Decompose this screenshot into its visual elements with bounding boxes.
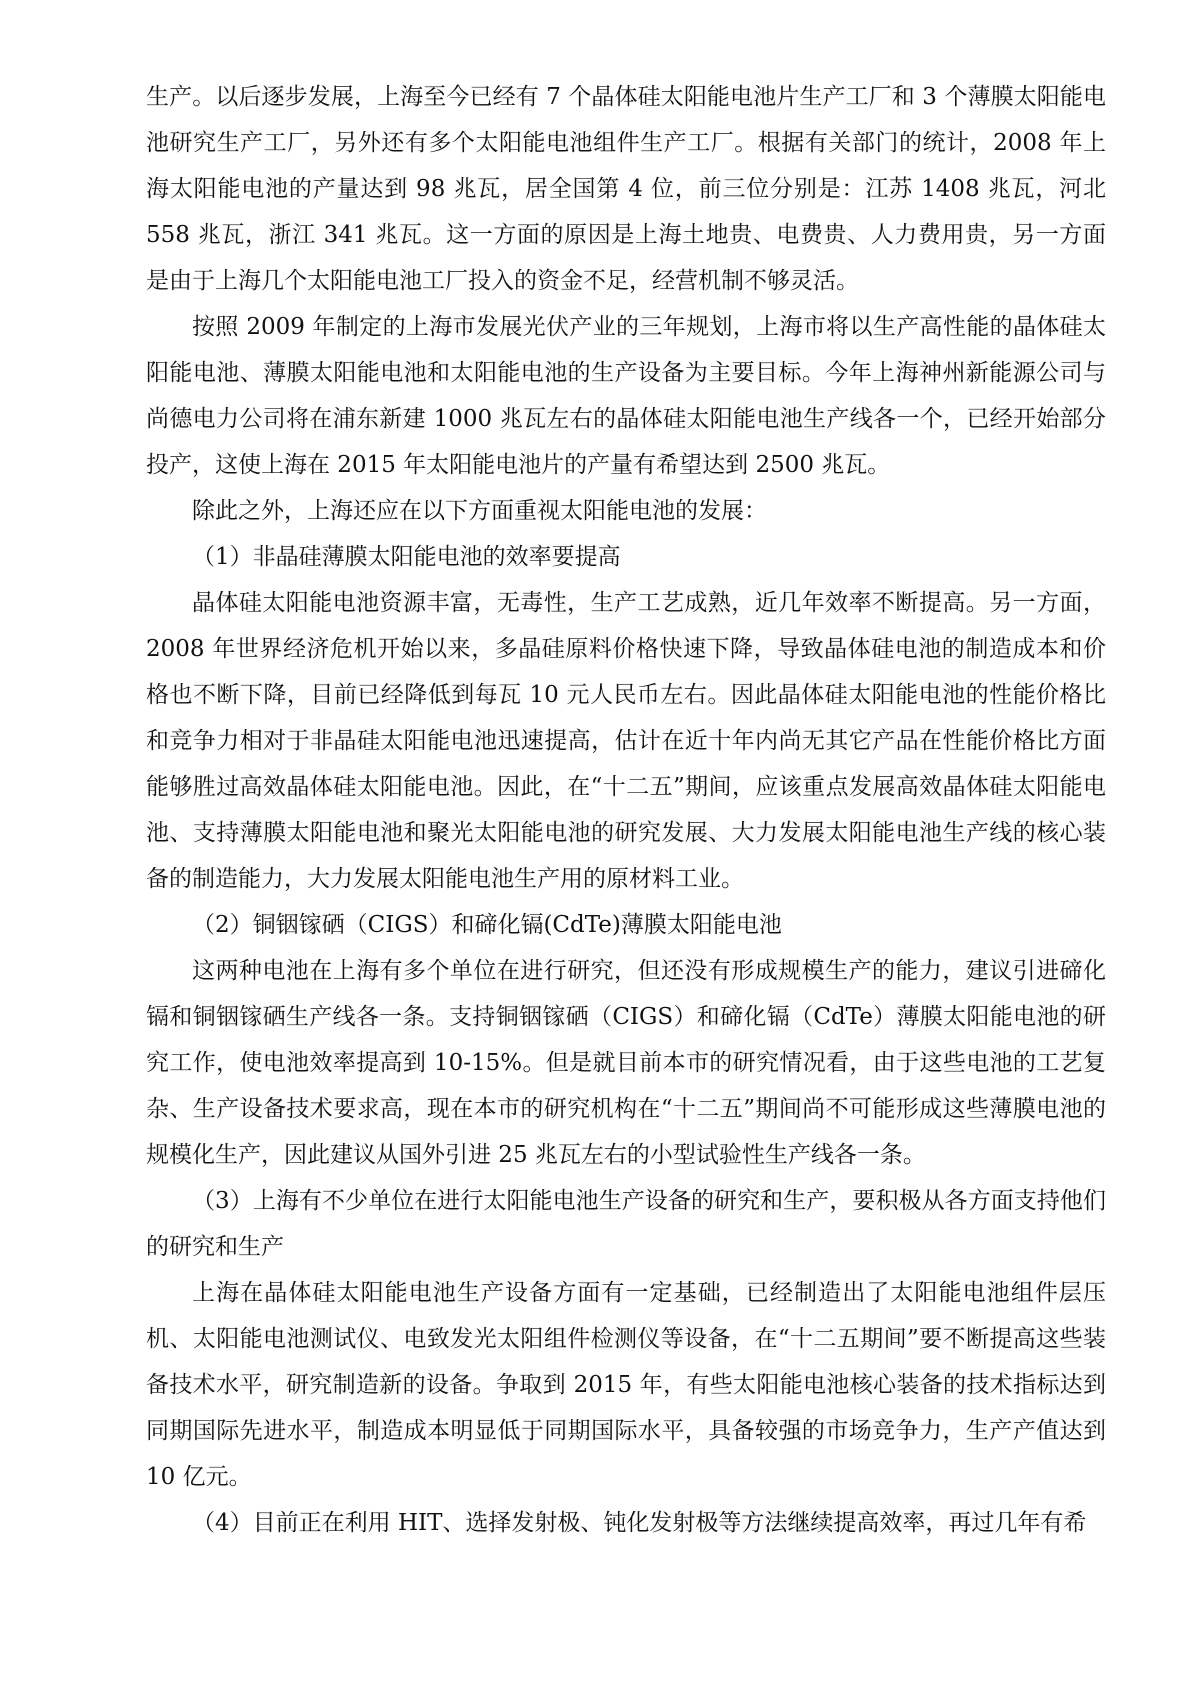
list-heading-2: （2）铜铟镓硒（CIGS）和碲化镉(CdTe)薄膜太阳能电池 [192, 912, 782, 938]
document-body [146, 74, 1106, 1546]
list-heading-4: （4）目前正在利用 HIT、选择发射极、钝化发射极等方法继续提高效率，再过几年有希 [192, 1510, 1087, 1536]
paragraph-equipment: 上海在晶体硅太阳能电池生产设备方面有一定基础，已经制造出了太阳能电池组件层压机、太阳能电池测试仪、电致发光太阳组件检测仪等设备，在“十二五期间”要不断提高这些装备技术水平，研究制造新的设备。争取到 2015 年，有些太阳能电池核心装备的技术指标达到同期国际先进水平，制造成本明显低于同期国际水平，具备较强的市场竞争力，生产产值达到 10 亿元。 [146, 1280, 1106, 1490]
paragraph-crystalline-silicon: 晶体硅太阳能电池资源丰富，无毒性，生产工艺成熟，近几年效率不断提高。另一方面，2008 年世界经济危机开始以来，多晶硅原料价格快速下降，导致晶体硅电池的制造成本和价格也不断下降，目前已经降低到每瓦 10 元人民币左右。因此晶体硅太阳能电池的性能价格比和竞争力相对于非晶硅太阳能电池迅速提高，估计在近十年内尚无其它产品在性能价格比方面能够胜过高效晶体硅太阳能电池。因此，在“十二五”期间，应该重点发展高效晶体硅太阳能电池、支持薄膜太阳能电池和聚光太阳能电池的研究发展、大力发展太阳能电池生产线的核心装备的制造能力，大力发展太阳能电池生产用的原材料工业。 [146, 590, 1106, 892]
paragraph-continuation: 生产。以后逐步发展，上海至今已经有 7 个晶体硅太阳能电池片生产工厂和 3 个薄膜太阳能电池研究生产工厂，另外还有多个太阳能电池组件生产工厂。根据有关部门的统计，2008 年上海太阳能电池的产量达到 98 兆瓦，居全国第 4 位，前三位分别是：江苏 1408 兆瓦，河北 558 兆瓦，浙江 341 兆瓦。这一方面的原因是上海土地贵、电费贵、人力费用贵，另一方面是由于上海几个太阳能电池工厂投入的资金不足，经营机制不够灵活。 [146, 84, 1106, 294]
paragraph-intro-list: 除此之外，上海还应在以下方面重视太阳能电池的发展： [192, 498, 767, 524]
paragraph-development-plan: 按照 2009 年制定的上海市发展光伏产业的三年规划，上海市将以生产高性能的晶体硅太阳能电池、薄膜太阳能电池和太阳能电池的生产设备为主要目标。今年上海神州新能源公司与尚德电力公司将在浦东新建 1000 兆瓦左右的晶体硅太阳能电池生产线各一个，已经开始部分投产，这使上海在 2015 年太阳能电池片的产量有希望达到 2500 兆瓦。 [146, 314, 1106, 478]
paragraph-cigs-cdte: 这两种电池在上海有多个单位在进行研究，但还没有形成规模生产的能力，建议引进碲化镉和铜铟镓硒生产线各一条。支持铜铟镓硒（CIGS）和碲化镉（CdTe）薄膜太阳能电池的研究工作，使电池效率提高到 10-15%。但是就目前本市的研究情况看，由于这些电池的工艺复杂、生产设备技术要求高，现在本市的研究机构在“十二五”期间尚不可能形成这些薄膜电池的规模化生产，因此建议从国外引进 25 兆瓦左右的小型试验性生产线各一条。 [146, 958, 1106, 1168]
list-heading-1: （1）非晶硅薄膜太阳能电池的效率要提高 [192, 544, 621, 570]
list-heading-3: （3）上海有不少单位在进行太阳能电池生产设备的研究和生产，要积极从各方面支持他们的研究和生产 [146, 1188, 1106, 1260]
